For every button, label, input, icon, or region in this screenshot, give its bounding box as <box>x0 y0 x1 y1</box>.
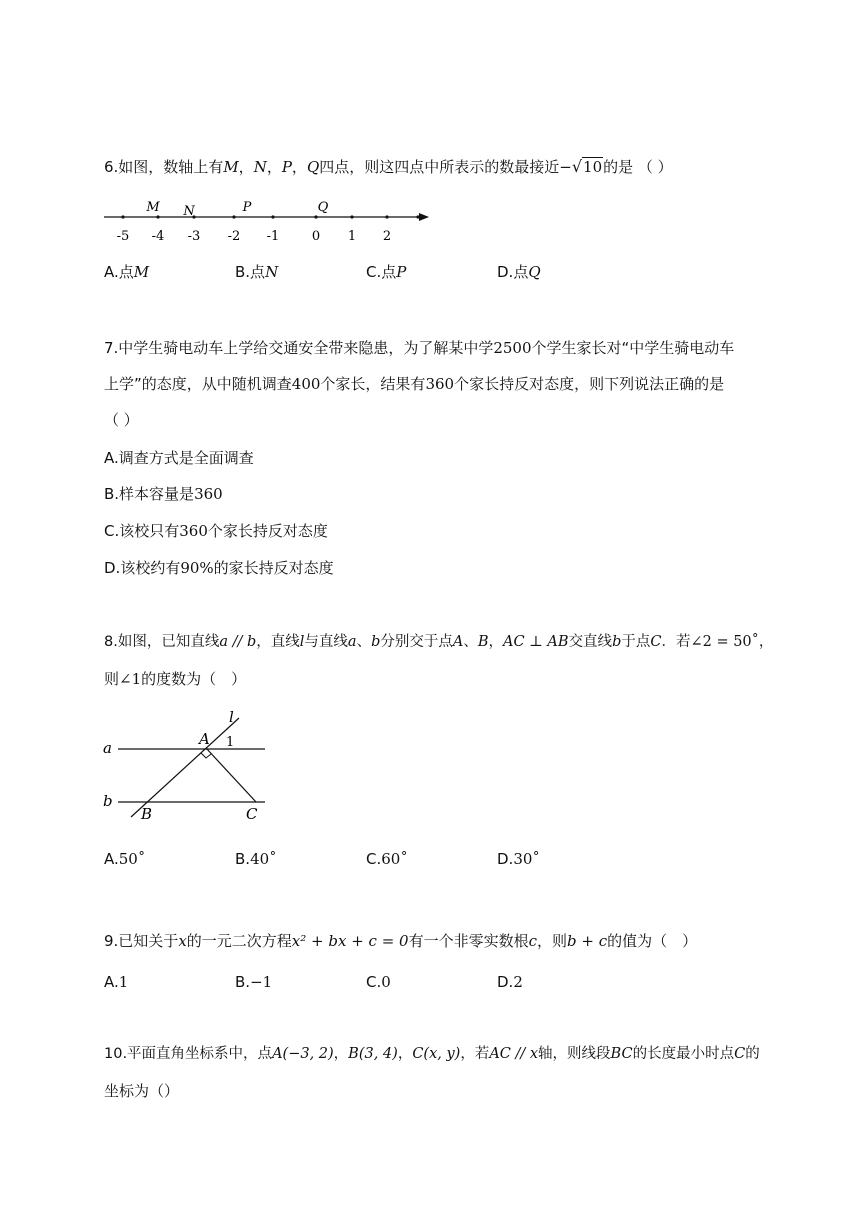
point-label-m: M <box>146 200 160 215</box>
q7-option-d[interactable] <box>104 557 334 579</box>
math: b <box>371 634 381 650</box>
label-C: C <box>246 805 258 823</box>
option-math: N <box>265 263 279 281</box>
radicand: 10 <box>583 158 603 176</box>
q8-figure <box>98 704 278 826</box>
option-prefix: B. <box>235 973 251 991</box>
text: 则 <box>104 670 120 688</box>
math: l <box>299 634 305 650</box>
q8-stem-line-1 <box>104 631 773 653</box>
math: a // b <box>219 634 257 650</box>
text: 个家长持反对态度，则下列说法正确的是 <box>454 375 725 393</box>
math: ∠1 <box>119 670 142 688</box>
option-prefix: B. <box>235 850 251 868</box>
text: 8.如图，已知直线 <box>104 634 220 650</box>
math: B(3, 4) <box>348 1046 398 1062</box>
axis-tick <box>232 215 235 218</box>
axis-tick <box>271 215 274 218</box>
number: 90% <box>180 559 214 577</box>
math: AC ⊥ AB <box>503 634 569 650</box>
point-label-p: P <box>242 200 252 215</box>
q10-stem-line-1 <box>104 1043 760 1065</box>
number-line <box>98 196 438 246</box>
sep: ， <box>238 158 254 176</box>
q7-stem-line-1 <box>104 337 734 359</box>
math: C(x, y) <box>412 1046 461 1062</box>
axis-tick <box>385 215 388 218</box>
tick-label: 1 <box>347 229 357 244</box>
option-prefix: D. <box>497 850 514 868</box>
q6-option-b[interactable] <box>235 261 278 283</box>
text: 的 <box>745 1046 760 1062</box>
q9-stem <box>104 930 697 952</box>
option-math: M <box>133 263 150 281</box>
text: ．若 <box>661 634 691 650</box>
var-p: P <box>281 158 292 176</box>
q8-option-b[interactable] <box>235 848 277 870</box>
segment-ac <box>206 748 256 802</box>
text: 交直线 <box>568 634 613 650</box>
tick-label: 2 <box>382 229 392 244</box>
label-b: b <box>103 792 113 810</box>
math: b <box>612 634 622 650</box>
q6-stem-text-3: 的是 （ ） <box>603 158 673 176</box>
option-prefix: D. <box>497 973 514 991</box>
math: b + c <box>567 932 608 950</box>
axis-tick <box>156 215 159 218</box>
axis-arrow <box>419 213 429 221</box>
axis-point-labels <box>145 200 328 219</box>
text: 分别交于点 <box>380 634 453 650</box>
text: 与直线 <box>304 634 348 650</box>
q7-stem-line-2 <box>104 373 724 395</box>
text: 个家长持反对态度 <box>207 522 328 540</box>
text: 7.中学生骑电动车上学给交通安全带来隐患，为了解某中学 <box>104 339 494 357</box>
text: ，则 <box>537 932 568 950</box>
right-angle-mark <box>201 753 211 758</box>
label-A: A <box>199 730 210 748</box>
math: A <box>452 634 464 650</box>
number: 2500 <box>493 339 532 357</box>
q7-option-a[interactable]: A.调查方式是全面调查 <box>104 449 254 467</box>
text: 个家长，结果有 <box>320 375 426 393</box>
figure-labels <box>103 708 258 823</box>
q7-option-c[interactable] <box>104 520 328 542</box>
option-value: 1 <box>118 973 129 991</box>
math: A(−3, 2) <box>272 1046 334 1062</box>
option-prefix: A. <box>104 850 119 868</box>
number: 400 <box>291 375 321 393</box>
axis-tick <box>350 215 353 218</box>
tick-label: 0 <box>311 229 321 244</box>
q9-option-b[interactable] <box>235 971 272 993</box>
q7-option-b[interactable] <box>104 483 223 505</box>
number: 360 <box>425 375 455 393</box>
sqrt-sign: √ <box>571 157 583 176</box>
q8-stem-line-2 <box>104 668 246 690</box>
text: C.该校只有 <box>104 522 180 540</box>
text: 10.平面直角坐标系中，点 <box>104 1046 273 1062</box>
option-value: 50˚ <box>118 850 146 868</box>
text: ，若 <box>460 1046 490 1062</box>
q6-option-a[interactable] <box>104 261 149 283</box>
option-prefix: D.点 <box>497 263 529 281</box>
math: x <box>178 932 187 950</box>
option-math: Q <box>528 263 541 281</box>
q9-option-d[interactable] <box>497 971 523 993</box>
q6-option-c[interactable] <box>366 261 406 283</box>
equation: x² + bx + c = 0 <box>291 932 409 950</box>
text: ， <box>758 634 774 650</box>
text: B.样本容量是 <box>104 485 195 503</box>
math: C <box>650 634 662 650</box>
q7-answer-bracket: （ ） <box>104 411 139 429</box>
math: a <box>347 634 357 650</box>
text: D.该校约有 <box>104 559 181 577</box>
text: 9.已知关于 <box>104 932 179 950</box>
text: 的度数为（ ） <box>141 670 247 688</box>
number: 360 <box>194 485 223 503</box>
text: 上学”的态度，从中随机调查 <box>104 375 292 393</box>
math: BC <box>610 1046 633 1062</box>
text: 个学生家长对“中学生骑电动车 <box>531 339 735 357</box>
var-q: Q <box>306 158 320 176</box>
text: 的值为（ ） <box>607 932 698 950</box>
option-value: 60˚ <box>381 850 408 868</box>
label-a: a <box>103 739 112 757</box>
label-B: B <box>141 805 153 823</box>
label-angle-1: 1 <box>226 735 235 750</box>
text: ， <box>488 634 503 650</box>
text: ， <box>397 1046 413 1062</box>
option-prefix: A. <box>104 973 119 991</box>
tick-label: -4 <box>151 229 165 244</box>
q8-option-d[interactable] <box>497 848 540 870</box>
axis-tick <box>314 215 317 218</box>
var-m: M <box>223 158 239 176</box>
option-value: 0 <box>381 973 391 991</box>
option-prefix: A.点 <box>104 263 134 281</box>
point-label-n: N <box>183 204 195 219</box>
text: 轴，则线段 <box>538 1046 611 1062</box>
tick-label: -2 <box>227 229 241 244</box>
option-value: 2 <box>513 973 523 991</box>
option-prefix: C. <box>366 973 382 991</box>
q9-option-a[interactable] <box>104 971 128 993</box>
option-prefix: B.点 <box>235 263 266 281</box>
text: 于点 <box>621 634 651 650</box>
q8-option-c[interactable] <box>366 848 408 870</box>
axis-tick-labels <box>117 229 391 244</box>
q6-stem-text: 6.如图，数轴上有 <box>104 158 224 176</box>
math: ∠2 = 50˚ <box>690 634 759 650</box>
axis-tick <box>121 215 124 218</box>
math: B <box>477 634 489 650</box>
text: 、 <box>463 634 478 650</box>
text: ，直线 <box>256 634 300 650</box>
var-n: N <box>253 158 267 176</box>
option-math: P <box>396 263 407 281</box>
number: 360 <box>179 522 208 540</box>
tick-label: -5 <box>116 229 130 244</box>
q6-stem-text-2: 四点，则这四点中所表示的数最接近 <box>319 158 560 176</box>
text: 、 <box>356 634 372 650</box>
text: 的长度最小时点 <box>632 1046 735 1062</box>
text: 的家长持反对态度 <box>213 559 334 577</box>
q8-option-a[interactable] <box>104 848 145 870</box>
sep: ， <box>266 158 282 176</box>
minus-sign: − <box>559 158 572 176</box>
q6-stem <box>104 156 673 178</box>
label-l: l <box>229 708 234 726</box>
q6-option-d[interactable] <box>497 261 541 283</box>
q10-stem-line-2: 坐标为（） <box>104 1082 180 1100</box>
math: AC // x <box>489 1046 539 1062</box>
option-value: −1 <box>250 973 273 991</box>
tick-label: -3 <box>187 229 201 244</box>
sep: ， <box>291 158 307 176</box>
text: 的一元二次方程 <box>186 932 292 950</box>
option-prefix: C.点 <box>366 263 397 281</box>
axis-tick <box>416 215 419 218</box>
math: c <box>528 932 538 950</box>
text: 有一个非零实数根 <box>408 932 529 950</box>
tick-label: -1 <box>266 229 280 244</box>
option-value: 30˚ <box>513 850 540 868</box>
text: ， <box>333 1046 349 1062</box>
option-value: 40˚ <box>250 850 277 868</box>
point-label-q: Q <box>317 200 329 215</box>
option-prefix: C. <box>366 850 382 868</box>
math: C <box>734 1046 746 1062</box>
q9-option-c[interactable] <box>366 971 391 993</box>
